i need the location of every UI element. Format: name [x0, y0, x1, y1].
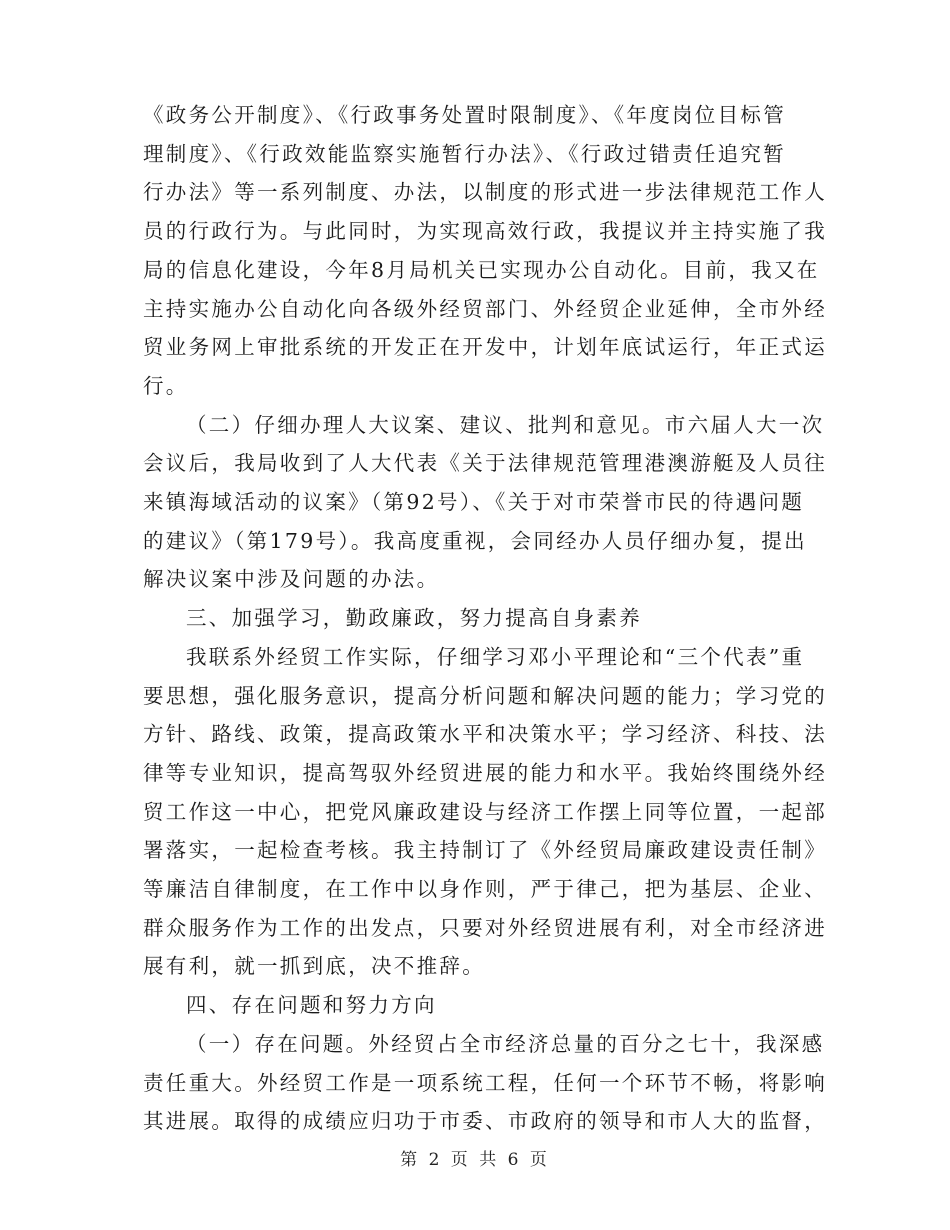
text-line: 主持实施办公自动化向各级外经贸部门、外经贸企业延伸，全市外经 — [143, 296, 827, 321]
text-line: 的建议》（第179号）。我高度重视，会同经办人员仔细办复，提出 — [143, 528, 807, 553]
text-line: 贸业务网上审批系统的开发正在开发中，计划年底试运行，年正式运 — [143, 335, 827, 360]
paragraph-heading-1: （一）存在问题。外经贸占全市经济总量的百分之七十，我深感 — [186, 1031, 825, 1056]
section-heading-3: 三、加强学习，勤政廉政，努力提高自身素养 — [186, 606, 642, 631]
page-number-footer: 第 2 页 共 6 页 — [400, 1150, 550, 1170]
text-line: 会议后，我局收到了人大代表《关于法律规范管理港澳游艇及人员往 — [143, 451, 827, 476]
text-line: 方针、路线、政策，提高政策水平和决策水平；学习经济、科技、法 — [143, 722, 827, 747]
section-heading-4: 四、存在问题和努力方向 — [186, 993, 437, 1018]
text-line: 理制度》、《行政效能监察实施暂行办法》、《行政过错责任追究暂 — [143, 141, 786, 166]
text-line: 展有利，就一抓到底，决不推辞。 — [143, 954, 485, 979]
text-line: 解决议案中涉及问题的办法。 — [143, 567, 440, 592]
text-line: 群众服务作为工作的出发点，只要对外经贸进展有利，对全市经济进 — [143, 915, 827, 940]
paragraph-heading-2: （二）仔细办理人大议案、建议、批判和意见。市六届人大一次 — [186, 412, 825, 437]
text-line: 行办法》等一系列制度、办法，以制度的形式进一步法律规范工作人 — [143, 180, 827, 205]
text-line: 责任重大。外经贸工作是一项系统工程，任何一个环节不畅，将影响 — [143, 1070, 827, 1095]
text-line: 律等专业知识，提高驾驭外经贸进展的能力和水平。我始终围绕外经 — [143, 760, 827, 785]
text-line: 行。 — [143, 373, 189, 398]
text-line: 要思想，强化服务意识，提高分析问题和解决问题的能力；学习党的 — [143, 683, 827, 708]
text-line: 署落实，一起检查考核。我主持制订了《外经贸局廉政建设责任制》 — [143, 838, 827, 863]
text-line: 《政务公开制度》、《行政事务处置时限制度》、《年度岗位目标管 — [143, 103, 786, 127]
text-line: 来镇海域活动的议案》（第92号）、《关于对市荣誉市民的待遇问题 — [143, 490, 805, 514]
text-line: 局的信息化建设，今年8月局机关已实现办公自动化。目前，我又在 — [143, 257, 820, 282]
text-line: 贸工作这一中心，把党风廉政建设与经济工作摆上同等位置，一起部 — [143, 799, 827, 824]
text-line: 等廉洁自律制度，在工作中以身作则，严于律己，把为基层、企业、 — [143, 877, 827, 901]
text-line: 其进展。取得的成绩应归功于市委、市政府的领导和市人大的监督， — [143, 1109, 827, 1134]
text-line: 我联系外经贸工作实际，仔细学习邓小平理论和“三个代表”重 — [186, 644, 805, 669]
text-line: 员的行政行为。与此同时，为实现高效行政，我提议并主持实施了我 — [143, 219, 827, 244]
